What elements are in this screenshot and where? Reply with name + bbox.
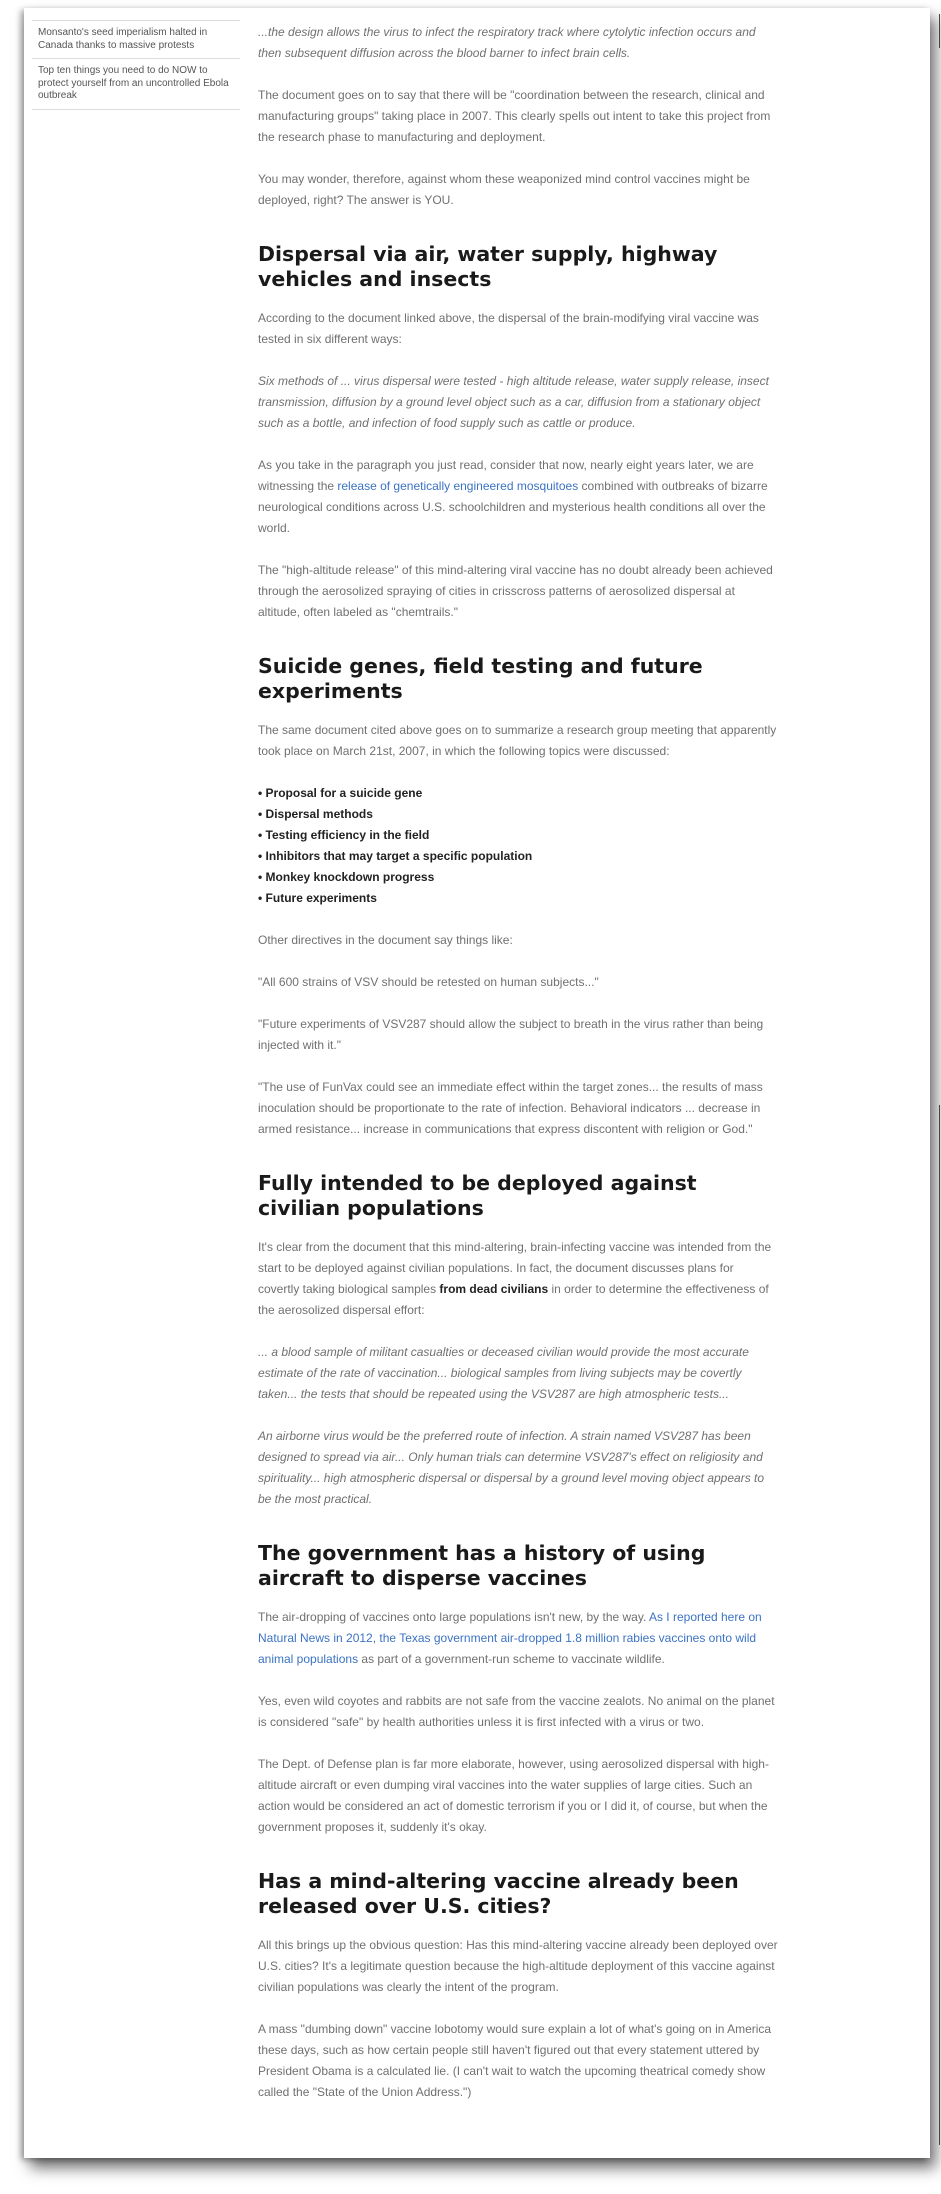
paragraph: As you take in the paragraph you just read, consider that now, nearly eight years later, we are witnessing the release of genetically engineered mosquitoes combined with outbreaks of bizarre neurological conditions across U.S. schoolchildren and mysterious health conditions all over the world. [258, 458, 768, 535]
paragraph: All this brings up the obvious question: Has this mind-altering vaccine already been deployed over U.S. cities? It's a legitimate question because the high-altitude deployment of this vaccine against civilian populations was clearly the intent of the program. [258, 1938, 778, 1994]
list-item: • Testing efficiency in the field [258, 828, 430, 842]
paragraph: The same document cited above goes on to summarize a research group meeting that apparently took place on March 21st, 2007, in which the following topics were discussed: [258, 723, 777, 758]
paragraph: A mass "dumbing down" vaccine lobotomy would sure explain a lot of what's going on in America these days, such as how certain people still haven't figured out that every statement uttered by President Obama is a calculated lie. (I can't wait to watch the upcoming theatrical comedy show called the "State of the Union Address.") [258, 2022, 772, 2099]
paragraph: Other directives in the document say things like: [258, 933, 513, 947]
section-heading-us-cities: Has a mind-altering vaccine already been released over U.S. cities? [258, 1869, 739, 1918]
article-body [258, 22, 778, 2124]
paragraph: You may wonder, therefore, against whom these weaponized mind control vaccines might be deployed, right? The answer is YOU. [258, 172, 750, 207]
paragraph: The "high-altitude release" of this mind-altering viral vaccine has no doubt already been achieved through the aerosolized spraying of cities in crisscross patterns of aerosolized dispersal at altitude, often labeled as "chemtrails." [258, 563, 773, 619]
paragraph: According to the document linked above, the dispersal of the brain-modifying viral vaccine was tested in six different ways: [258, 311, 759, 346]
list-item: • Inhibitors that may target a specific population [258, 849, 533, 863]
list-item: • Monkey knockdown progress [258, 870, 435, 884]
rabies-vaccine-link[interactable]: As I reported here on Natural News in 2012, the Texas government air-dropped 1.8 million rabies vaccines onto wild animal populations [258, 1610, 762, 1666]
list-item: • Proposal for a suicide gene [258, 786, 423, 800]
section-heading-suicide-genes: Suicide genes, field testing and future experiments [258, 654, 703, 703]
section-heading-dispersal: Dispersal via air, water supply, highway vehicles and insects [258, 242, 718, 291]
scrollbar-top[interactable] [939, 14, 940, 48]
related-articles-sidebar [32, 20, 240, 110]
paragraph: The Dept. of Defense plan is far more elaborate, however, using aerosolized dispersal with high-altitude aircraft or even dumping viral vaccines into the water supplies of large cities. Such an action would be considered an act of domestic terrorism if you or I did it, of course, but when the government proposes it, suddenly it's okay. [258, 1757, 769, 1834]
paragraph: The air-dropping of vaccines onto large populations isn't new, by the way. As I reported here on Natural News in 2012, the Texas government air-dropped 1.8 million rabies vaccines onto wild animal populations as part of a government-run scheme to vaccinate wildlife. [258, 1610, 762, 1666]
section-heading-civilian: Fully intended to be deployed against civilian populations [258, 1171, 697, 1220]
paragraph: "The use of FunVax could see an immediate effect within the target zones... the results of mass inoculation should be proportionate to the rate of infection. Behavioral indicators ... decrease in armed resistance... increase in communications that express discontent with religion or God." [258, 1080, 763, 1136]
quote-paragraph: Six methods of ... virus dispersal were tested - high altitude release, water supply release, insect transmission, diffusion by a ground level object such as a car, diffusion from a stationary object such as a bottle, and infection of food supply such as cattle or produce. [258, 374, 769, 430]
paragraph: "All 600 strains of VSV should be retested on human subjects..." [258, 975, 599, 989]
quote-paragraph: An airborne virus would be the preferred route of infection. A strain named VSV287 has been designed to spread via air... Only human trials can determine VSV287's effect on religiosity and spirituality... high atmospheric dispersal or dispersal by a ground level moving object appears to be the most practical. [258, 1429, 765, 1506]
paragraph: Yes, even wild coyotes and rabbits are not safe from the vaccine zealots. No animal on the planet is considered "safe" by health authorities unless it is first infected with a virus or two. [258, 1694, 775, 1729]
sidebar-link-ebola[interactable]: Top ten things you need to do NOW to protect yourself from an uncontrolled Ebola outbreak [32, 58, 240, 110]
list-item: • Future experiments [258, 891, 377, 905]
paragraph: It's clear from the document that this mind-altering, brain-infecting vaccine was intended from the start to be deployed against civilian populations. In fact, the document discusses plans for covertly taking biological samples from dead civilians in order to determine the effectiveness of the aerosolized dispersal effort: [258, 1240, 772, 1317]
section-heading-aircraft: The government has a history of using aircraft to disperse vaccines [258, 1541, 706, 1590]
quote-paragraph: ...the design allows the virus to infect the respiratory track where cytolytic infection occurs and then subsequent diffusion across the blood barner to infect brain cells. [258, 25, 756, 60]
sidebar-link-monsanto[interactable]: Monsanto's seed imperialism halted in Canada thanks to massive protests [32, 20, 240, 58]
paragraph: The document goes on to say that there will be "coordination between the research, clinical and manufacturing groups" taking place in 2007. This clearly spells out intent to take this project from the research phase to manufacturing and deployment. [258, 88, 771, 144]
scrollbar-thumb[interactable] [939, 1105, 940, 2145]
paragraph: "Future experiments of VSV287 should allow the subject to breath in the virus rather than being injected with it." [258, 1017, 764, 1052]
list-item: • Dispersal methods [258, 807, 373, 821]
quote-paragraph: ... a blood sample of militant casualties or deceased civilian would provide the most accurate estimate of the rate of vaccination... biological samples from living subjects may be covertly taken... the tests that should be repeated using the VSV287 are high atmospheric tests... [258, 1345, 749, 1401]
topics-list [258, 783, 778, 909]
mosquitoes-link[interactable]: release of genetically engineered mosquitoes [337, 479, 579, 493]
